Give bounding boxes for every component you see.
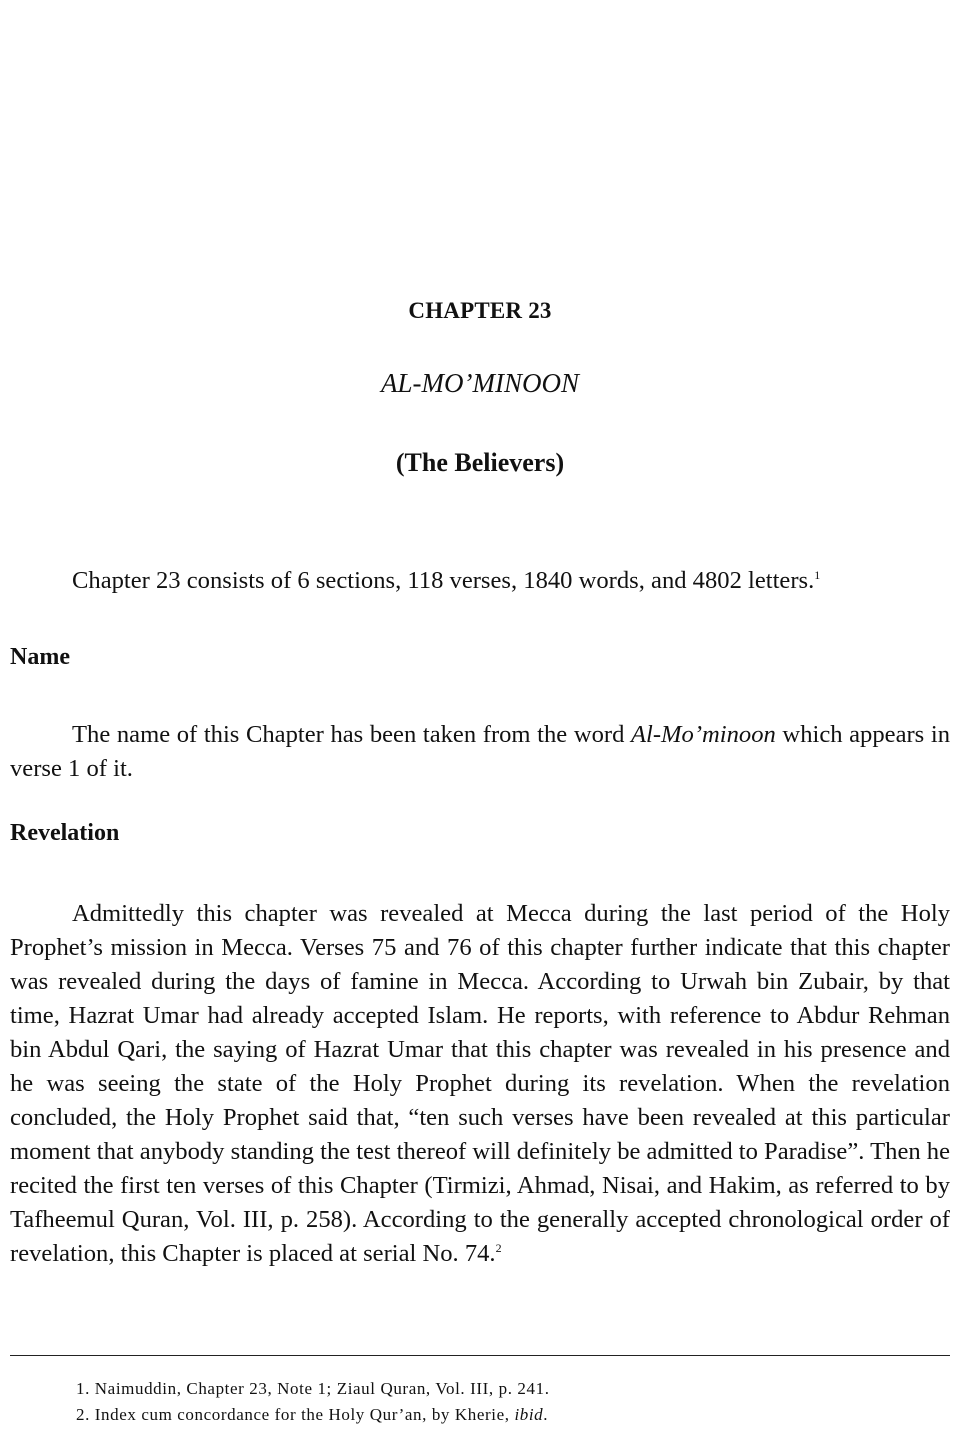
chapter-number: CHAPTER 23 [408, 298, 552, 323]
chapter-subtitle: (The Believers) [395, 448, 565, 477]
footnote-2-end: . [543, 1405, 549, 1424]
name-paragraph [10, 718, 950, 786]
footnote-ref-1: 1 [814, 567, 821, 582]
footnote-2 [76, 1402, 936, 1428]
chapter-title: AL-MO’MINOON [381, 368, 579, 398]
footnote-divider [10, 1355, 950, 1356]
name-text-before: The name of this Chapter has been taken from the word [72, 721, 631, 748]
revelation-paragraph [10, 897, 950, 1271]
section-heading-name: Name [10, 644, 70, 670]
intro-text: Chapter 23 consists of 6 sections, 118 verses, 1840 words, and 4802 letters. [72, 567, 815, 594]
document-page [10, 0, 950, 1430]
intro-paragraph [10, 564, 950, 598]
footnote-1: 1. Naimuddin, Chapter 23, Note 1; Ziaul Quran, Vol. III, p. 241. [76, 1379, 550, 1398]
name-text-after: which appears in verse 1 of it. [10, 721, 950, 782]
name-term: Al-Mo’minoon [631, 721, 776, 748]
section-heading-revelation: Revelation [10, 820, 120, 846]
footnote-ref-2: 2 [495, 1240, 502, 1255]
footnote-2-ibid: ibid [514, 1405, 544, 1424]
footnotes [76, 1376, 936, 1428]
footnote-2-text: 2. Index cum concordance for the Holy Qur’an, by Kherie, [76, 1405, 515, 1424]
revelation-text: Admittedly this chapter was revealed at Mecca during the last period of the Holy Prophet’s mission in Mecca. Verses 75 and 76 of this chapter further indicate that this chapter was revealed during the days of famine in Mecca. According to Urwah bin Zubair, by that time, Hazrat Umar had already accepted Islam. He reports, with reference to Abdur Rehman bin Abdul Qari, the saying of Hazrat Umar that this chapter was revealed in his presence and he was seeing the state of the Holy Prophet during its revelation. When the revelation concluded, the Holy Prophet said that, “ten such verses have been revealed at this particular moment that anybody standing the test thereof will definitely be admitted to Paradise”. Then he recited the first ten verses of this Chapter (Tirmizi, Ahmad, Nisai, and Hakim, as referred to by Tafheemul Quran, Vol. III, p. 258). According to the generally accepted chronological order of revelation, this Chapter is placed at serial No. 74. [10, 900, 951, 1267]
